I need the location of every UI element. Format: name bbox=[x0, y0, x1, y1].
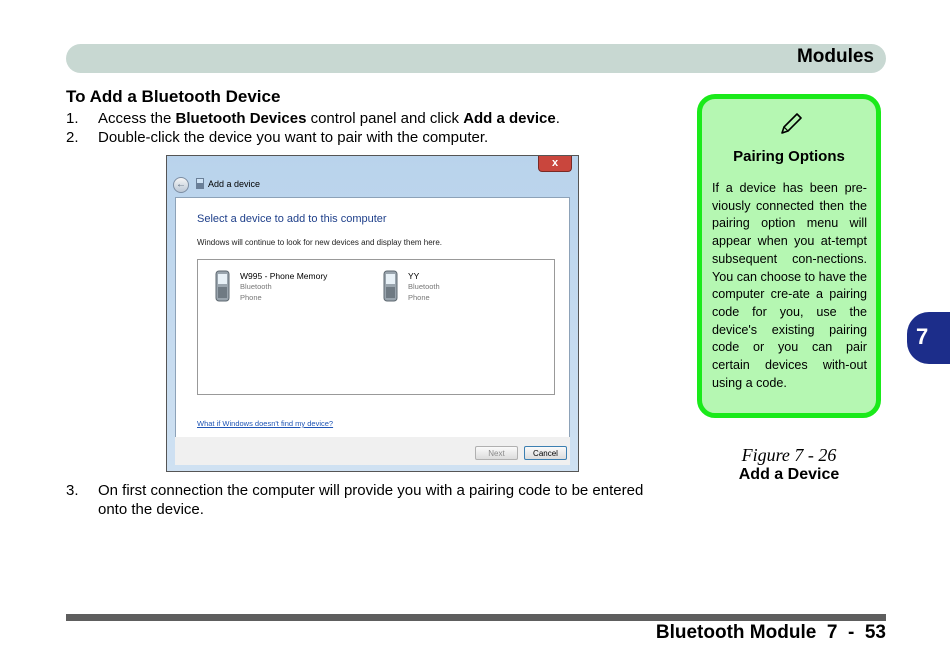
step-bold-term: Bluetooth Devices bbox=[175, 110, 307, 127]
note-box bbox=[697, 94, 881, 418]
step-text: On first connection the computer will provide you with a pairing code to be entered bbox=[98, 482, 644, 499]
next-button[interactable]: Next bbox=[475, 446, 518, 460]
step-text bbox=[98, 109, 560, 128]
device-type: Bluetooth bbox=[240, 282, 272, 291]
step-text: Double-click the device you want to pair with the computer. bbox=[98, 129, 489, 146]
pen-icon bbox=[778, 111, 804, 137]
step-text: onto the device. bbox=[98, 501, 204, 518]
device-icon bbox=[195, 178, 205, 190]
device-name: YY bbox=[408, 271, 420, 281]
section-heading: To Add a Bluetooth Device bbox=[66, 87, 281, 106]
chapter-number: 7 bbox=[916, 324, 929, 349]
header-bar bbox=[66, 44, 886, 73]
dialog-content bbox=[175, 197, 570, 464]
add-device-dialog bbox=[166, 155, 579, 472]
dialog-title: Add a device bbox=[208, 179, 261, 189]
cancel-button[interactable]: Cancel bbox=[524, 446, 567, 460]
device-name: W995 - Phone Memory bbox=[240, 271, 328, 281]
step-number: 1. bbox=[66, 110, 79, 127]
device-type: Bluetooth bbox=[408, 282, 440, 291]
phone-icon bbox=[214, 270, 231, 302]
step-text-part: . bbox=[555, 110, 560, 127]
close-button[interactable]: x bbox=[538, 156, 572, 172]
step-number: 3. bbox=[66, 482, 79, 499]
step-number: 2. bbox=[66, 129, 79, 146]
figure-number: Figure 7 - 26 bbox=[741, 445, 837, 465]
back-arrow-icon[interactable]: ← bbox=[173, 177, 189, 193]
step-text-part: Access the bbox=[98, 110, 176, 127]
footer-rule bbox=[66, 614, 886, 621]
note-body: If a device has been pre-viously connected then the pairing option menu will appear when you at-tempt subsequent con-nections. You can choose to have the computer cre-ate a pairing code for you, use the device's existing pairing code or you can pair certain devices with-out using a code. bbox=[712, 181, 867, 390]
step-text-part: control panel and click bbox=[306, 110, 464, 127]
page-footer: Bluetooth Module 7 - 53 bbox=[655, 622, 886, 643]
device-list[interactable] bbox=[197, 259, 555, 395]
device-category: Phone bbox=[408, 293, 430, 302]
help-link[interactable]: What if Windows doesn't find my device? bbox=[197, 419, 334, 428]
list-item[interactable] bbox=[214, 268, 374, 304]
dialog-heading: Select a device to add to this computer bbox=[197, 213, 387, 225]
note-title: Pairing Options bbox=[733, 148, 845, 165]
step-bold-term: Add a device bbox=[463, 110, 556, 127]
figure-caption: Add a Device bbox=[738, 466, 840, 483]
phone-icon bbox=[382, 270, 399, 302]
dialog-footer bbox=[175, 437, 570, 465]
dialog-info-text: Windows will continue to look for new devices and display them here. bbox=[197, 238, 443, 247]
page-section-title: Modules bbox=[796, 46, 874, 67]
device-category: Phone bbox=[240, 293, 262, 302]
list-item[interactable] bbox=[382, 268, 542, 304]
chapter-tab bbox=[907, 312, 950, 364]
